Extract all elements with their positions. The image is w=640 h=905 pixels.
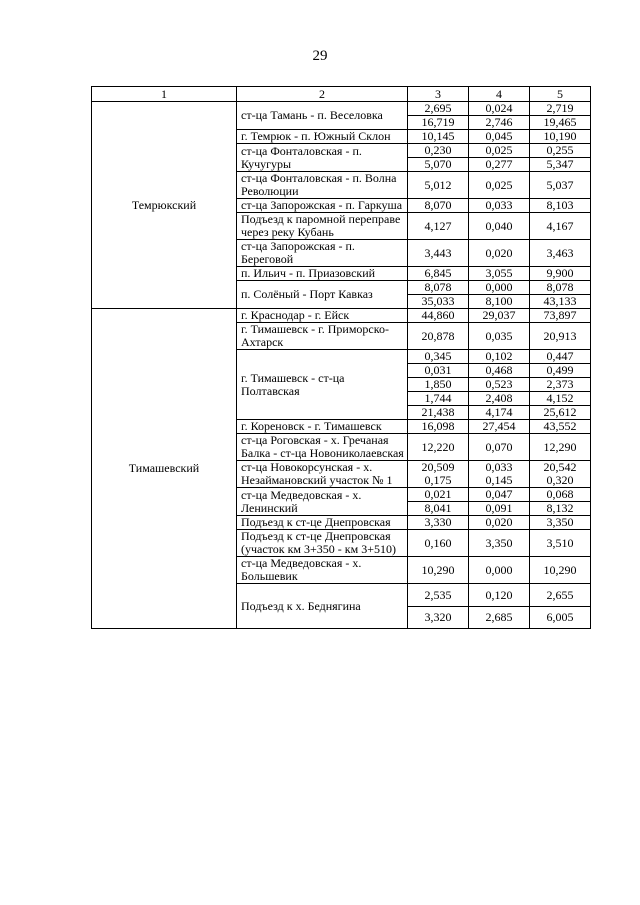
value-line: 8,078 xyxy=(424,280,452,294)
header-cell: 1 xyxy=(92,87,237,102)
value-cell: 10,290 xyxy=(408,557,469,584)
value-line: 1,744 xyxy=(408,392,468,406)
value-cell xyxy=(530,281,591,309)
table-row xyxy=(92,309,591,323)
value-cell: 0,020 xyxy=(469,240,530,267)
value-cell: 0,070 xyxy=(469,434,530,461)
value-cell xyxy=(469,281,530,309)
value-line: 0,523 xyxy=(469,378,529,392)
value-cell: 44,860 xyxy=(408,309,469,323)
value-cell: 0,025 xyxy=(469,172,530,199)
value-cell: 5,037 xyxy=(530,172,591,199)
region-cell: Тимашевский xyxy=(92,309,237,629)
header-cell: 2 xyxy=(237,87,408,102)
value-line: 0,255 xyxy=(546,143,574,157)
value-line: 2,746 xyxy=(469,116,529,130)
value-cell: 0,000 xyxy=(469,557,530,584)
value-subtable xyxy=(408,350,468,419)
value-cell: 73,897 xyxy=(530,309,591,323)
header-cell: 4 xyxy=(469,87,530,102)
value-subtable xyxy=(530,281,590,308)
value-line: 3,320 xyxy=(408,606,468,628)
value-cell xyxy=(530,584,591,629)
value-cell xyxy=(469,102,530,130)
value-subtable xyxy=(530,488,590,515)
value-cell: 0,033 xyxy=(469,199,530,213)
value-cell: 3,510 xyxy=(530,530,591,557)
value-line: 0,025 xyxy=(485,143,513,157)
value-line: 2,719 xyxy=(546,101,574,115)
value-subtable xyxy=(469,102,529,129)
value-subtable xyxy=(408,102,468,129)
value-line: 0,021 xyxy=(424,487,452,501)
page-number: 29 xyxy=(312,48,328,64)
value-subtable xyxy=(530,102,590,129)
value-line: 8,041 xyxy=(408,502,468,516)
road-name-cell: Подъезд к ст-це Днепровская (участок км 3+350 - км 3+510) xyxy=(237,530,408,557)
value-cell: 10,145 xyxy=(408,130,469,144)
value-cell: 10,190 xyxy=(530,130,591,144)
value-subtable xyxy=(408,488,468,515)
value-cell xyxy=(469,350,530,420)
value-cell: 43,552 xyxy=(530,420,591,434)
road-name-cell: ст-ца Медведовская - х. Ленинский xyxy=(237,488,408,516)
value-cell: 20,878 xyxy=(408,323,469,350)
value-subtable xyxy=(530,585,590,628)
value-line: 0,047 xyxy=(485,487,513,501)
value-cell xyxy=(408,102,469,130)
value-cell: 4,167 xyxy=(530,213,591,240)
value-line: 8,132 xyxy=(530,502,590,516)
value-subtable xyxy=(469,144,529,171)
value-cell: 3,350 xyxy=(469,530,530,557)
value-line: 8,078 xyxy=(546,280,574,294)
road-name-cell: ст-ца Фонталовская - п. Волна Революции xyxy=(237,172,408,199)
value-cell xyxy=(408,461,469,488)
road-name-cell: г. Темрюк - п. Южный Склон xyxy=(237,130,408,144)
value-cell: 27,454 xyxy=(469,420,530,434)
value-cell: 0,035 xyxy=(469,323,530,350)
road-name-cell: г. Кореновск - г. Тимашевск xyxy=(237,420,408,434)
value-line: 0,031 xyxy=(408,364,468,378)
region-cell: Темрюкский xyxy=(92,102,237,309)
value-line: 4,174 xyxy=(469,406,529,420)
value-cell xyxy=(530,144,591,172)
value-cell xyxy=(408,350,469,420)
roads-table xyxy=(91,86,591,629)
header-row xyxy=(92,87,591,102)
value-cell: 9,900 xyxy=(530,267,591,281)
value-cell: 6,845 xyxy=(408,267,469,281)
road-name-cell: ст-ца Роговская - х. Гречаная Балка - ст-ца Новониколаевская xyxy=(237,434,408,461)
value-cell xyxy=(469,584,530,629)
value-cell: 3,330 xyxy=(408,516,469,530)
value-subtable xyxy=(469,281,529,308)
value-line: 0,120 xyxy=(485,587,513,602)
value-line: 2,535 xyxy=(424,587,452,602)
value-cell: 10,290 xyxy=(530,557,591,584)
value-cell: 0,160 xyxy=(408,530,469,557)
value-cell xyxy=(469,461,530,488)
value-cell xyxy=(408,584,469,629)
value-cell: 29,037 xyxy=(469,309,530,323)
road-name-cell: Подъезд к ст-це Днепровская xyxy=(237,516,408,530)
value-cell xyxy=(530,350,591,420)
road-name-cell: п. Ильич - п. Приазовский xyxy=(237,267,408,281)
table-body xyxy=(92,102,591,629)
value-cell: 12,220 xyxy=(408,434,469,461)
value-cell xyxy=(408,144,469,172)
value-cell: 12,290 xyxy=(530,434,591,461)
road-name-cell: ст-ца Запорожская - п. Береговой xyxy=(237,240,408,267)
value-subtable xyxy=(469,350,529,419)
value-cell: 5,012 xyxy=(408,172,469,199)
value-line: 0,091 xyxy=(469,502,529,516)
value-subtable xyxy=(469,488,529,515)
value-subtable xyxy=(408,281,468,308)
value-line: 0,175 xyxy=(424,473,452,487)
road-name-cell: п. Солёный - Порт Кавказ xyxy=(237,281,408,309)
value-subtable xyxy=(469,585,529,628)
header-cell: 5 xyxy=(530,87,591,102)
value-line: 0,145 xyxy=(485,473,513,487)
road-name-cell: Подъезд к х. Беднягина xyxy=(237,584,408,629)
value-line: 20,509 xyxy=(421,460,455,474)
value-line: 25,612 xyxy=(530,406,590,420)
value-cell: 16,098 xyxy=(408,420,469,434)
value-line: 6,005 xyxy=(530,606,590,628)
road-name-cell: ст-ца Фонталовская - п. Кучугуры xyxy=(237,144,408,172)
value-line: 0,447 xyxy=(546,349,574,363)
value-cell: 0,040 xyxy=(469,213,530,240)
value-line: 0,499 xyxy=(530,364,590,378)
table-row xyxy=(92,102,591,130)
value-line: 0,320 xyxy=(546,473,574,487)
road-name-cell: г. Тимашевск - г. Приморско-Ахтарск xyxy=(237,323,408,350)
road-name-cell: Подъезд к паромной переправе через реку Кубань xyxy=(237,213,408,240)
value-line: 20,542 xyxy=(543,460,577,474)
value-line: 0,230 xyxy=(424,143,452,157)
value-cell: 3,055 xyxy=(469,267,530,281)
value-line: 0,345 xyxy=(424,349,452,363)
value-cell: 8,103 xyxy=(530,199,591,213)
value-cell xyxy=(469,488,530,516)
road-name-cell: г. Краснодар - г. Ейск xyxy=(237,309,408,323)
value-cell xyxy=(469,144,530,172)
value-cell: 20,913 xyxy=(530,323,591,350)
value-line: 0,024 xyxy=(485,101,513,115)
value-cell: 3,350 xyxy=(530,516,591,530)
value-line: 1,850 xyxy=(408,378,468,392)
road-name-cell: ст-ца Медведовская - х. Большевик xyxy=(237,557,408,584)
value-line: 2,685 xyxy=(469,606,529,628)
road-name-cell: г. Тимашевск - ст-ца Полтавская xyxy=(237,350,408,420)
value-subtable xyxy=(408,585,468,628)
value-line: 5,070 xyxy=(408,158,468,172)
value-cell: 0,045 xyxy=(469,130,530,144)
value-line: 19,465 xyxy=(530,116,590,130)
value-line: 0,000 xyxy=(485,280,513,294)
value-line: 0,068 xyxy=(546,487,574,501)
road-name-cell: ст-ца Запорожская - п. Гаркуша xyxy=(237,199,408,213)
value-cell xyxy=(408,281,469,309)
value-cell xyxy=(530,488,591,516)
value-cell xyxy=(408,488,469,516)
value-subtable xyxy=(530,350,590,419)
value-cell: 0,020 xyxy=(469,516,530,530)
value-subtable xyxy=(530,144,590,171)
value-line: 2,695 xyxy=(424,101,452,115)
value-subtable xyxy=(408,144,468,171)
value-line: 0,468 xyxy=(469,364,529,378)
value-line: 8,100 xyxy=(469,295,529,309)
value-cell: 8,070 xyxy=(408,199,469,213)
value-cell: 3,463 xyxy=(530,240,591,267)
value-line: 2,655 xyxy=(546,587,574,602)
value-line: 2,373 xyxy=(530,378,590,392)
value-line: 4,152 xyxy=(530,392,590,406)
value-line: 5,347 xyxy=(530,158,590,172)
value-line: 21,438 xyxy=(408,406,468,420)
value-cell xyxy=(530,102,591,130)
value-cell: 3,443 xyxy=(408,240,469,267)
value-line: 0,277 xyxy=(469,158,529,172)
header-cell: 3 xyxy=(408,87,469,102)
road-name-cell: ст-ца Новокорсунская - х. Незаймановский участок № 1 xyxy=(237,461,408,488)
value-cell xyxy=(530,461,591,488)
value-line: 43,133 xyxy=(530,295,590,309)
value-line: 35,033 xyxy=(408,295,468,309)
value-line: 0,033 xyxy=(485,460,513,474)
road-name-cell: ст-ца Тамань - п. Веселовка xyxy=(237,102,408,130)
value-line: 16,719 xyxy=(408,116,468,130)
value-cell: 4,127 xyxy=(408,213,469,240)
value-line: 2,408 xyxy=(469,392,529,406)
value-line: 0,102 xyxy=(485,349,513,363)
